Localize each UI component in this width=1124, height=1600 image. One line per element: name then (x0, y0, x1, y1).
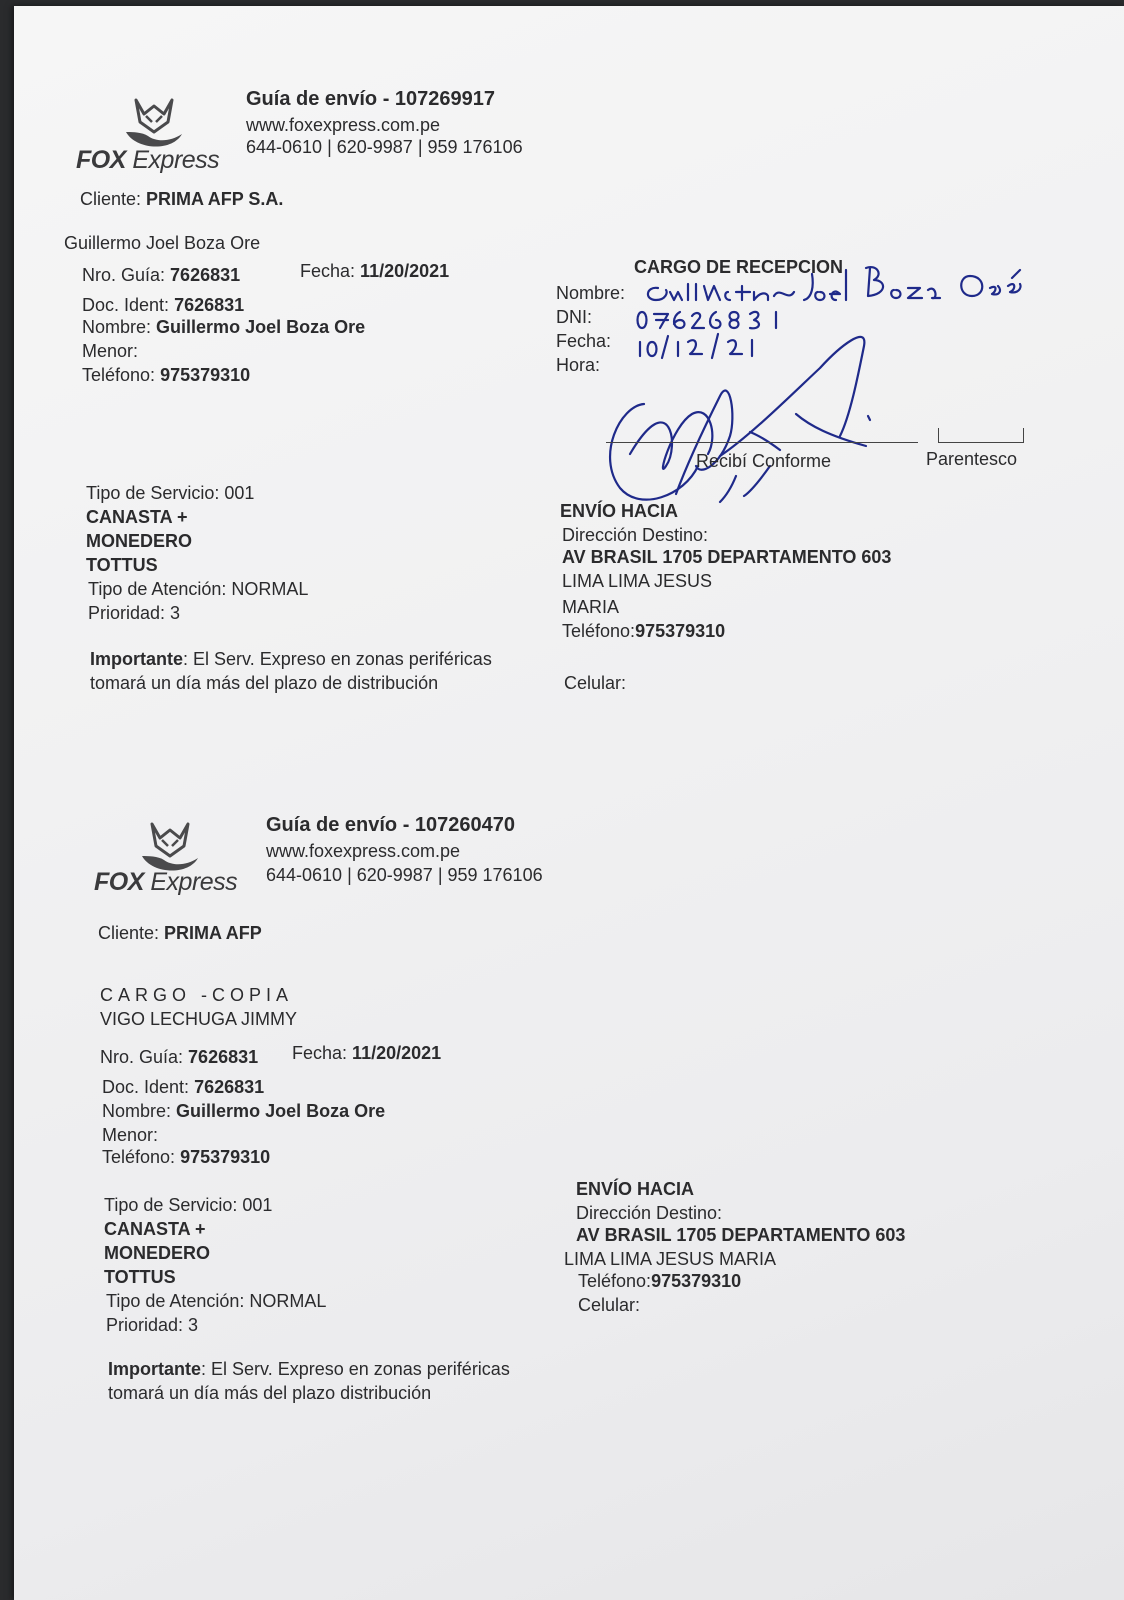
guide-title: Guía de envío - 107269917 (246, 88, 496, 110)
servicio-line-2: MONEDERO (104, 1243, 211, 1263)
prioridad: Prioridad: 3 (106, 1315, 199, 1335)
fox-express-logo-text: FOX Express (94, 868, 238, 896)
cargo-fecha-label: Fecha: (556, 331, 612, 351)
tipo-servicio: Tipo de Servicio: 001 (86, 483, 255, 503)
telefono-line: Teléfono: 975379310 (82, 365, 251, 385)
telefono-line: Teléfono: 975379310 (102, 1147, 271, 1167)
signature (600, 316, 900, 516)
nro-guia-line: Nro. Guía: 7626831 (100, 1047, 259, 1067)
phone-numbers: 644-0610 | 620-9987 | 959 176106 (246, 137, 523, 157)
importante-note: Importante: El Serv. Expreso en zonas periféricas (90, 649, 492, 669)
doc-ident-line: Doc. Ident: 7626831 (102, 1077, 265, 1097)
ciudad-line-2: MARIA (562, 597, 620, 617)
document-page (14, 6, 1124, 1600)
ciudad-line-1: LIMA LIMA JESUS (562, 571, 713, 591)
servicio-line-3: TOTTUS (104, 1267, 176, 1287)
celular-label: Celular: (578, 1295, 641, 1315)
recibi-conforme-label: Recibí Conforme (696, 451, 832, 471)
servicio-line-2: MONEDERO (86, 531, 193, 551)
cargo-hora-label: Hora: (556, 355, 601, 375)
nombre-line: Nombre: Guillermo Joel Boza Ore (102, 1101, 386, 1121)
direccion-label: Dirección Destino: (562, 525, 709, 545)
parentesco-box (938, 428, 1024, 443)
envio-telefono: Teléfono:975379310 (578, 1271, 742, 1291)
servicio-line-1: CANASTA + (86, 507, 188, 527)
cargo-nombre-label: Nombre: (556, 283, 626, 303)
cliente-line: Cliente: PRIMA AFP (98, 923, 262, 943)
envio-heading: ENVÍO HACIA (560, 501, 679, 521)
importante-note-line-2: tomará un día más del plazo distribución (108, 1383, 432, 1403)
parentesco-label: Parentesco (926, 449, 1018, 469)
fecha-line: Fecha: 11/20/2021 (292, 1043, 442, 1063)
importante-note: Importante: El Serv. Expreso en zonas periféricas (108, 1359, 510, 1379)
cargo-heading: CARGO DE RECEPCION (634, 257, 844, 277)
nombre-line: Nombre: Guillermo Joel Boza Ore (82, 317, 366, 337)
phone-numbers: 644-0610 | 620-9987 | 959 176106 (266, 865, 543, 885)
fox-logo-icon (122, 92, 186, 154)
tipo-servicio: Tipo de Servicio: 001 (104, 1195, 273, 1215)
tipo-atencion: Tipo de Atención: NORMAL (88, 579, 309, 599)
doc-ident-line: Doc. Ident: 7626831 (82, 295, 245, 315)
nro-guia-line: Nro. Guía: 7626831 (82, 265, 241, 285)
website: www.foxexpress.com.pe (246, 115, 441, 135)
direccion-value: AV BRASIL 1705 DEPARTAMENTO 603 (562, 547, 892, 567)
menor-line: Menor: (102, 1125, 159, 1145)
fox-express-logo-text: FOX Express (76, 146, 220, 174)
guide-title: Guía de envío - 107260470 (266, 814, 516, 836)
prioridad: Prioridad: 3 (88, 603, 181, 623)
servicio-line-1: CANASTA + (104, 1219, 206, 1239)
menor-line: Menor: (82, 341, 139, 361)
ciudad-line-1: LIMA LIMA JESUS MARIA (564, 1249, 777, 1269)
signature-line (606, 442, 918, 443)
importante-note-line-2: tomará un día más del plazo de distribución (90, 673, 439, 693)
website: www.foxexpress.com.pe (266, 841, 461, 861)
envio-telefono: Teléfono:975379310 (562, 621, 726, 641)
tipo-atencion: Tipo de Atención: NORMAL (106, 1291, 327, 1311)
celular-label: Celular: (564, 673, 627, 693)
cargo-copia-label: CARGO -COPIA (100, 985, 294, 1005)
direccion-value: AV BRASIL 1705 DEPARTAMENTO 603 (576, 1225, 906, 1245)
envio-heading: ENVÍO HACIA (576, 1179, 695, 1199)
cargo-dni-label: DNI: (556, 307, 592, 327)
cliente-line: Cliente: PRIMA AFP S.A. (80, 189, 284, 209)
recipient-name: Guillermo Joel Boza Ore (64, 233, 261, 253)
fecha-line: Fecha: 11/20/2021 (300, 261, 450, 281)
courier-name: VIGO LECHUGA JIMMY (100, 1009, 298, 1029)
servicio-line-3: TOTTUS (86, 555, 158, 575)
handwritten-nombre (636, 256, 1036, 306)
direccion-label: Dirección Destino: (576, 1203, 723, 1223)
